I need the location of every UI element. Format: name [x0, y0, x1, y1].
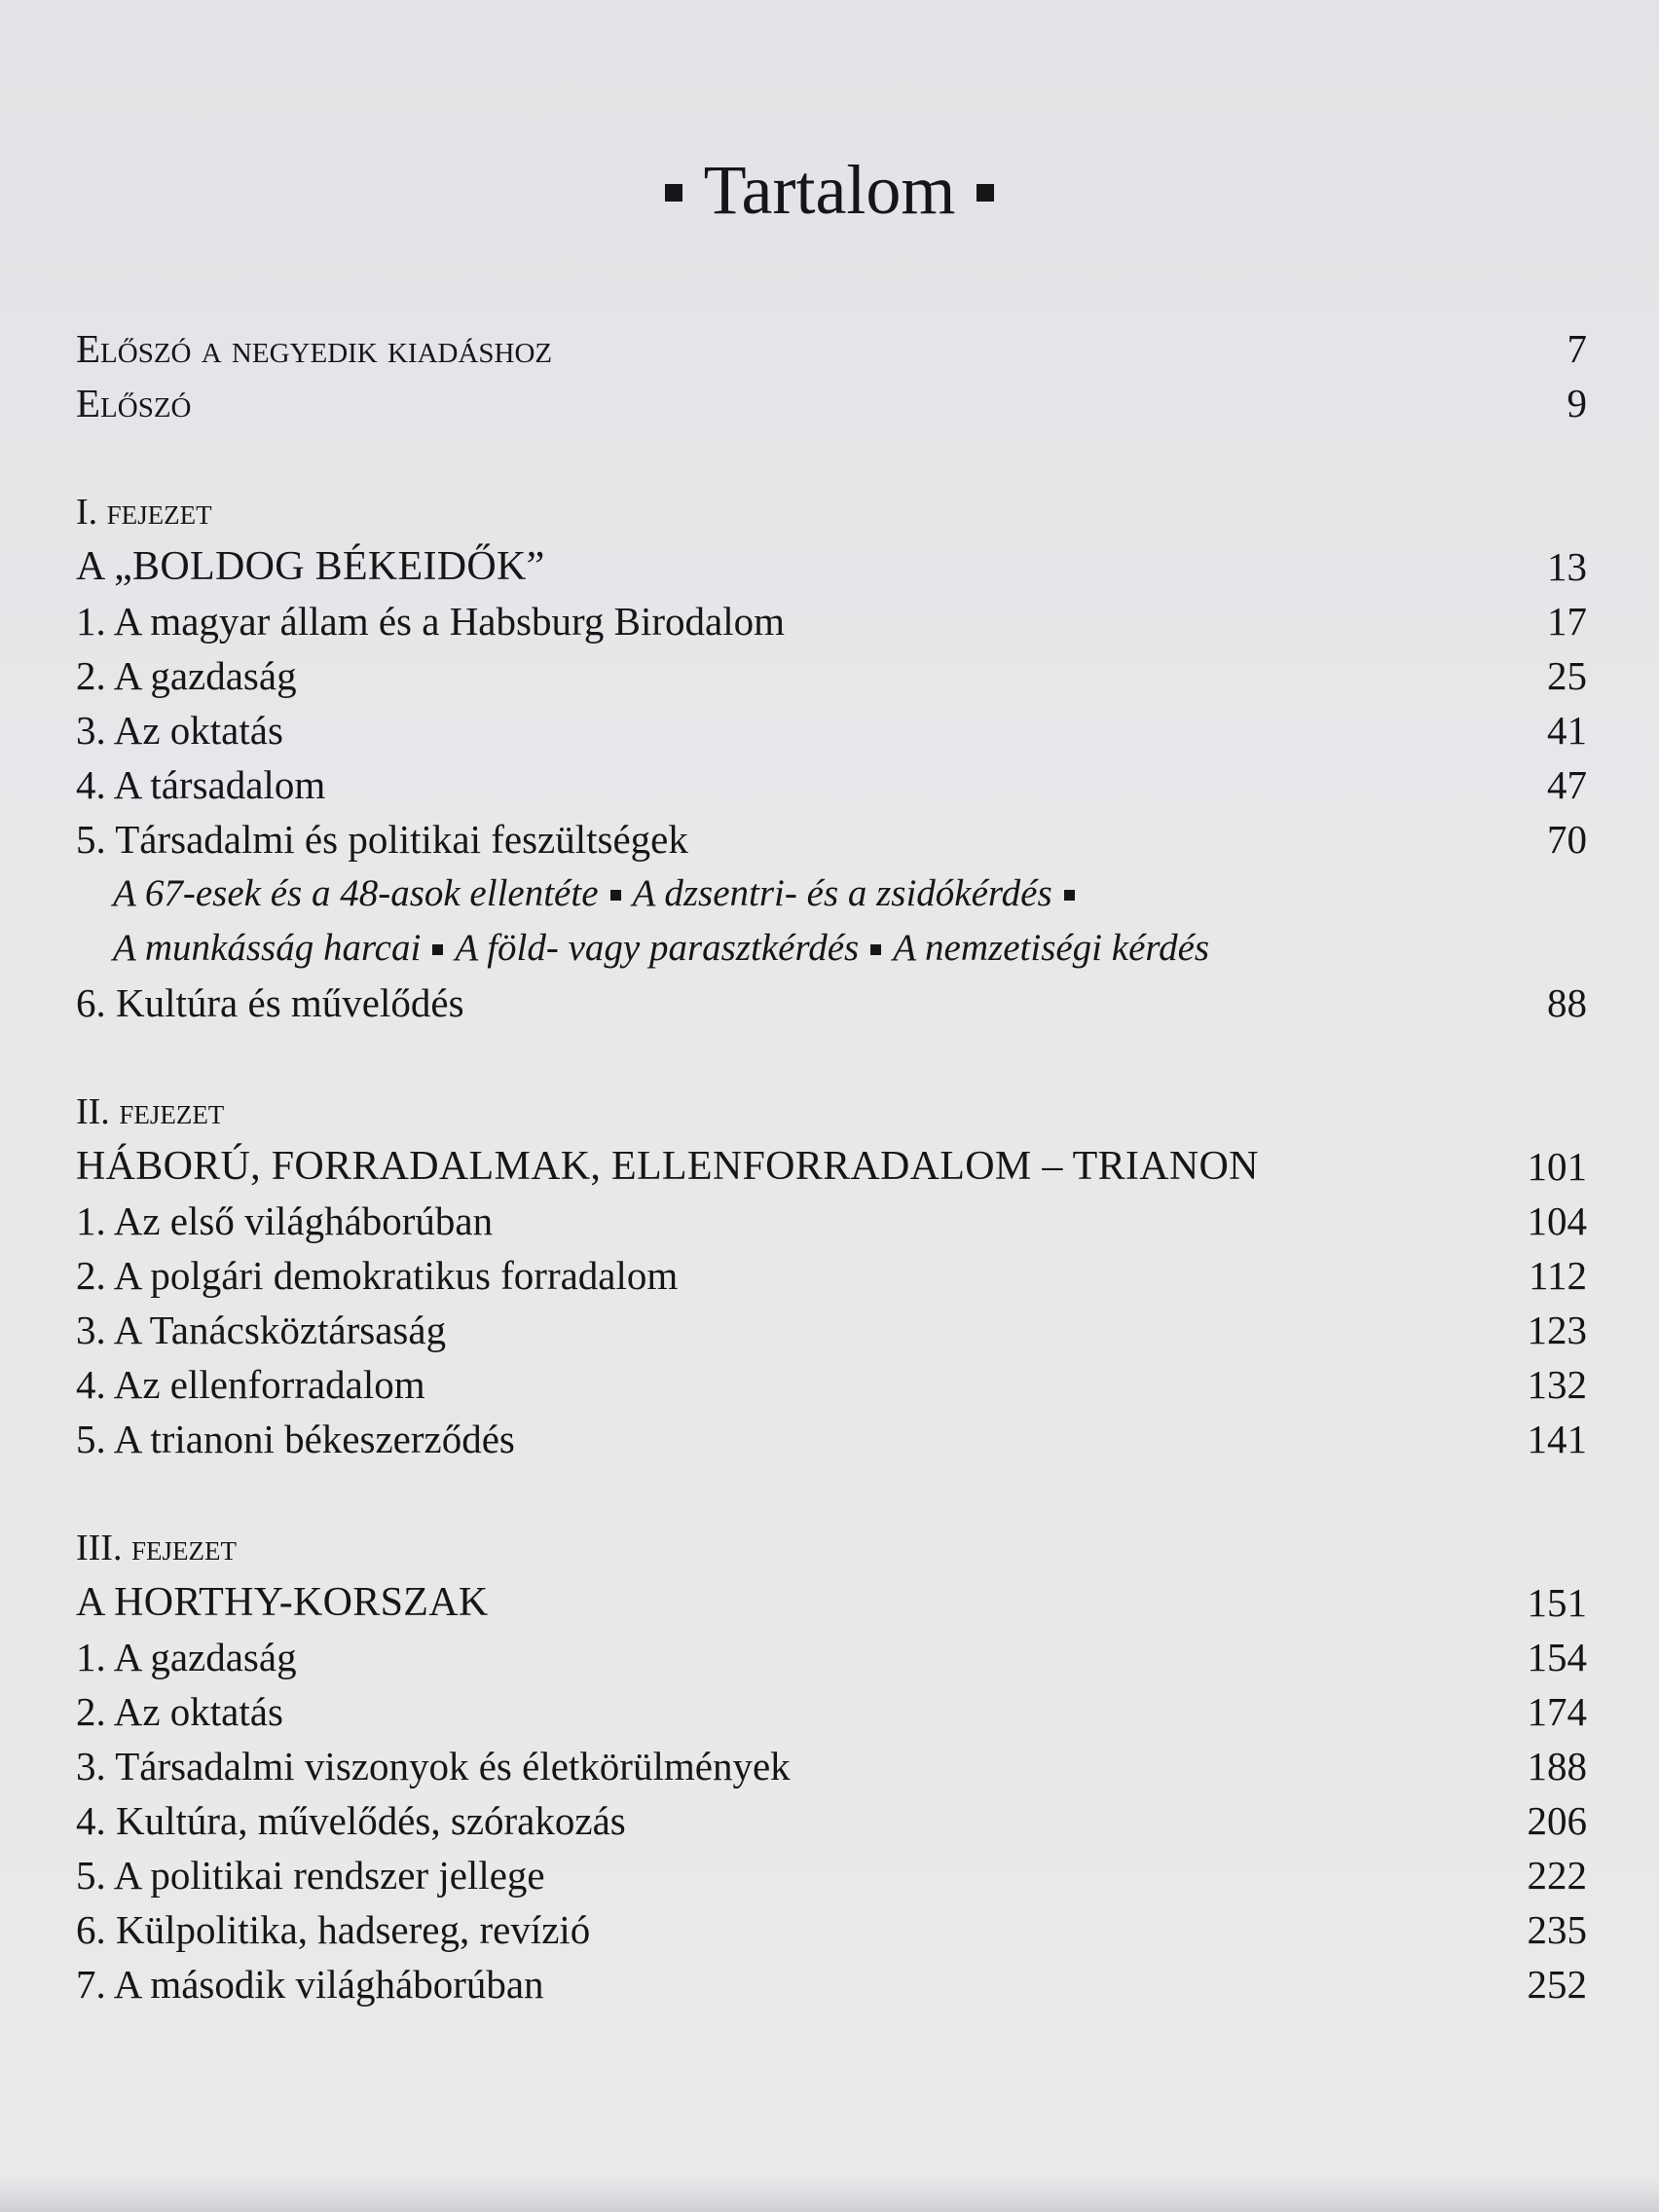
entry-page: 235 — [1527, 1907, 1587, 1952]
entry-page: 47 — [1547, 762, 1587, 807]
entry-page: 132 — [1527, 1362, 1587, 1407]
chapter-title: A HORTHY-KORSZAK — [76, 1580, 489, 1625]
entry-page: 41 — [1547, 708, 1587, 753]
chapter-label — [76, 1521, 1587, 1575]
square-bullet-icon — [977, 184, 994, 202]
chapter-title-row[interactable] — [76, 1139, 1587, 1194]
entry-page: 188 — [1527, 1744, 1587, 1788]
square-bullet-icon — [432, 944, 443, 955]
entry-page: 70 — [1547, 817, 1587, 862]
entry-page: 104 — [1527, 1198, 1587, 1243]
toc-entry[interactable] — [76, 812, 1587, 866]
entry-page: 7 — [1567, 326, 1587, 371]
spacer — [76, 1030, 1587, 1085]
subtopics-line — [76, 866, 1587, 921]
subtopics-line — [76, 921, 1587, 976]
chapter-label — [76, 485, 1587, 539]
toc-entry[interactable] — [76, 1357, 1587, 1412]
spacer — [76, 1466, 1587, 1521]
entry-label: 4. Az ellenforradalom — [76, 1362, 425, 1407]
table-of-contents — [76, 321, 1587, 2011]
entry-page: 151 — [1527, 1580, 1587, 1625]
spacer — [76, 430, 1587, 485]
subtopic: A föld- vagy parasztkérdés — [455, 927, 860, 969]
toc-entry[interactable] — [76, 1793, 1587, 1848]
toc-entry-preface[interactable] — [76, 376, 1587, 430]
toc-entry[interactable] — [76, 1957, 1587, 2011]
toc-entry[interactable] — [76, 976, 1587, 1030]
entry-label: Előszó — [76, 381, 192, 425]
square-bullet-icon — [610, 890, 621, 901]
chapter-word: fejezet — [106, 492, 212, 533]
entry-label: 5. A trianoni békeszerződés — [76, 1417, 515, 1461]
chapter-title: HÁBORÚ, FORRADALMAK, ELLENFORRADALOM – TRIANON — [76, 1144, 1259, 1189]
entry-page: 25 — [1547, 653, 1587, 698]
entry-page: 9 — [1567, 381, 1587, 425]
chapter-number: III. — [76, 1528, 123, 1568]
toc-entry[interactable] — [76, 1684, 1587, 1739]
entry-label: 5. Társadalmi és politikai feszültségek — [76, 817, 688, 862]
entry-label: 3. Társadalmi viszonyok és életkörülmények — [76, 1744, 791, 1788]
entry-label: Előszó a negyedik kiadáshoz — [76, 326, 553, 371]
subtopic: A nemzetiségi kérdés — [893, 927, 1210, 969]
chapter-number: I. — [76, 492, 98, 533]
entry-label: 4. Kultúra, művelődés, szórakozás — [76, 1798, 626, 1843]
square-bullet-icon — [1064, 890, 1075, 901]
watermark-strip — [0, 2177, 1659, 2212]
subtopic: A 67-esek és a 48-asok ellentéte — [113, 872, 599, 914]
entry-label: 2. Az oktatás — [76, 1689, 283, 1734]
toc-entry[interactable] — [76, 1303, 1587, 1357]
chapter-number: II. — [76, 1091, 110, 1132]
toc-entry-preface-4th[interactable] — [76, 321, 1587, 376]
entry-label: 3. Az oktatás — [76, 708, 283, 753]
chapter-title: A „BOLDOG BÉKEIDŐK” — [76, 544, 545, 589]
toc-entry[interactable] — [76, 1412, 1587, 1466]
toc-entry[interactable] — [76, 703, 1587, 757]
entry-page: 141 — [1527, 1417, 1587, 1461]
entry-page: 13 — [1547, 544, 1587, 589]
chapter-word: fejezet — [119, 1091, 225, 1132]
chapter-word: fejezet — [130, 1528, 237, 1568]
entry-page: 17 — [1547, 599, 1587, 644]
toc-heading — [0, 146, 1659, 234]
entry-label: 1. A gazdaság — [76, 1635, 297, 1679]
entry-label: 2. A gazdaság — [76, 653, 297, 698]
toc-title: Tartalom — [703, 151, 956, 229]
entry-page: 123 — [1527, 1308, 1587, 1352]
chapter-label — [76, 1085, 1587, 1139]
chapter-title-row[interactable] — [76, 539, 1587, 594]
entry-page: 206 — [1527, 1798, 1587, 1843]
entry-label: 5. A politikai rendszer jellege — [76, 1853, 545, 1898]
toc-entry[interactable] — [76, 1194, 1587, 1248]
subtopic: A munkásság harcai — [113, 927, 422, 969]
entry-page: 252 — [1527, 1962, 1587, 2007]
entry-label: 3. A Tanácsköztársaság — [76, 1308, 447, 1352]
entry-page: 101 — [1527, 1144, 1587, 1189]
entry-page: 174 — [1527, 1689, 1587, 1734]
entry-label: 2. A polgári demokratikus forradalom — [76, 1253, 679, 1298]
entry-label: 6. Külpolitika, hadsereg, revízió — [76, 1907, 591, 1952]
toc-entry[interactable] — [76, 1902, 1587, 1957]
chapter-title-row[interactable] — [76, 1575, 1587, 1630]
square-bullet-icon — [665, 184, 682, 202]
toc-entry[interactable] — [76, 1248, 1587, 1303]
toc-entry[interactable] — [76, 594, 1587, 648]
entry-label: 1. Az első világháborúban — [76, 1198, 494, 1243]
subtopic: A dzsentri- és a zsidókérdés — [632, 872, 1052, 914]
toc-entry[interactable] — [76, 648, 1587, 703]
entry-label: 6. Kultúra és művelődés — [76, 980, 464, 1025]
entry-label: 4. A társadalom — [76, 762, 326, 807]
entry-page: 88 — [1547, 980, 1587, 1025]
toc-entry[interactable] — [76, 1739, 1587, 1793]
toc-entry[interactable] — [76, 1848, 1587, 1902]
entry-label: 1. A magyar állam és a Habsburg Birodalom — [76, 599, 785, 644]
toc-entry[interactable] — [76, 1630, 1587, 1684]
entry-page: 112 — [1529, 1253, 1587, 1298]
entry-page: 222 — [1527, 1853, 1587, 1898]
entry-label: 7. A második világháborúban — [76, 1962, 544, 2007]
square-bullet-icon — [870, 944, 881, 955]
entry-page: 154 — [1527, 1635, 1587, 1679]
toc-entry[interactable] — [76, 757, 1587, 812]
